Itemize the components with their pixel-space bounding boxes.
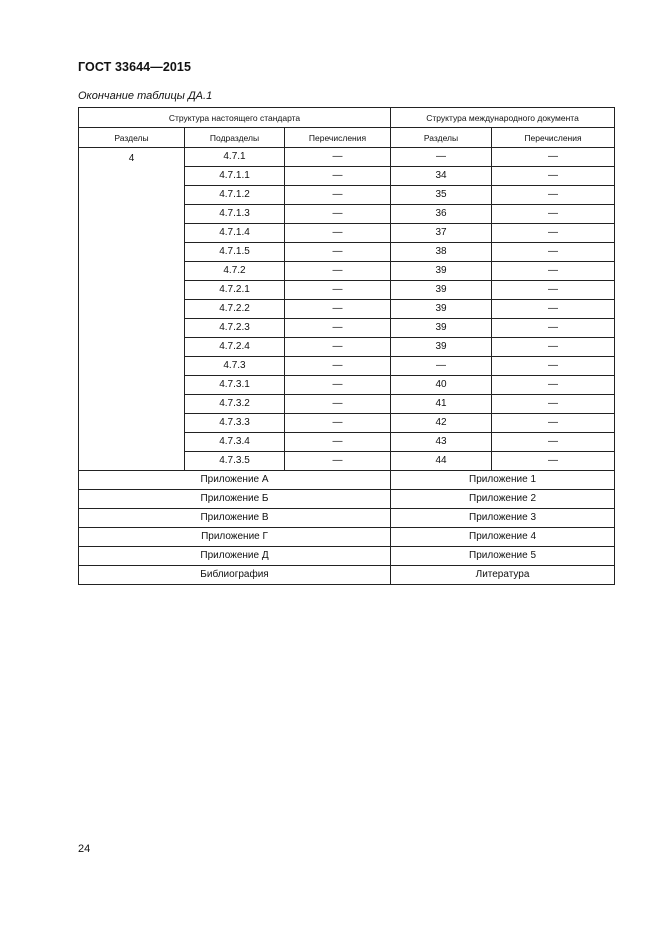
enumeration-cell: — [285,357,391,376]
subsection-cell: 4.7.2.4 [185,338,285,357]
header-this-standard: Структура настоящего стандарта [79,108,391,128]
int-section-cell: — [391,148,492,167]
enumeration-cell: — [285,205,391,224]
page-number: 24 [78,843,91,855]
appendix-row [79,566,615,585]
appendix-left-cell: Приложение А [79,471,391,490]
int-section-cell: 41 [391,395,492,414]
int-enumeration-cell: — [492,414,615,433]
enumeration-cell: — [285,319,391,338]
appendix-row [79,490,615,509]
subsection-cell: 4.7.1.3 [185,205,285,224]
int-section-cell: — [391,357,492,376]
subsection-cell: 4.7.3 [185,357,285,376]
int-enumeration-cell: — [492,338,615,357]
enumeration-cell: — [285,224,391,243]
int-section-cell: 35 [391,186,492,205]
int-section-cell: 38 [391,243,492,262]
enumeration-cell: — [285,167,391,186]
int-enumeration-cell: — [492,262,615,281]
appendix-left-cell: Приложение Г [79,528,391,547]
appendix-right-cell: Приложение 5 [391,547,615,566]
int-section-cell: 40 [391,376,492,395]
standard-designation: ГОСТ 33644—2015 [78,60,192,74]
subsection-cell: 4.7.2 [185,262,285,281]
enumeration-cell: — [285,300,391,319]
int-enumeration-cell: — [492,281,615,300]
int-section-cell: 36 [391,205,492,224]
appendix-left-cell: Приложение В [79,509,391,528]
appendix-right-cell: Приложение 1 [391,471,615,490]
int-section-cell: 39 [391,262,492,281]
enumeration-cell: — [285,376,391,395]
int-enumeration-cell: — [492,452,615,471]
int-section-cell: 39 [391,338,492,357]
subsection-cell: 4.7.1 [185,148,285,167]
appendix-right-cell: Приложение 4 [391,528,615,547]
int-enumeration-cell: — [492,167,615,186]
header-subsections: Подразделы [185,128,285,148]
enumeration-cell: — [285,281,391,300]
enumeration-cell: — [285,338,391,357]
appendix-row [79,509,615,528]
int-enumeration-cell: — [492,395,615,414]
appendix-right-cell: Приложение 3 [391,509,615,528]
subsection-cell: 4.7.2.1 [185,281,285,300]
table-row [79,148,615,167]
int-enumeration-cell: — [492,224,615,243]
subsection-cell: 4.7.3.3 [185,414,285,433]
enumeration-cell: — [285,243,391,262]
int-enumeration-cell: — [492,357,615,376]
int-enumeration-cell: — [492,319,615,338]
appendix-row [79,528,615,547]
correspondence-table [78,107,615,585]
int-section-cell: 34 [391,167,492,186]
header-row-1 [79,108,615,128]
header-international-document: Структура международного документа [391,108,615,128]
appendix-left-cell: Приложение Д [79,547,391,566]
header-row-2 [79,128,615,148]
enumeration-cell: — [285,148,391,167]
int-section-cell: 39 [391,281,492,300]
enumeration-cell: — [285,452,391,471]
subsection-cell: 4.7.3.1 [185,376,285,395]
int-enumeration-cell: — [492,243,615,262]
int-section-cell: 39 [391,300,492,319]
enumeration-cell: — [285,262,391,281]
subsection-cell: 4.7.2.3 [185,319,285,338]
header-int-sections: Разделы [391,128,492,148]
int-enumeration-cell: — [492,433,615,452]
subsection-cell: 4.7.1.4 [185,224,285,243]
int-enumeration-cell: — [492,300,615,319]
subsection-cell: 4.7.3.2 [185,395,285,414]
appendix-row [79,471,615,490]
enumeration-cell: — [285,395,391,414]
subsection-cell: 4.7.3.5 [185,452,285,471]
header-int-enumerations: Перечисления [492,128,615,148]
subsection-cell: 4.7.1.1 [185,167,285,186]
subsection-cell: 4.7.1.2 [185,186,285,205]
header-enumerations: Перечисления [285,128,391,148]
table-caption: Окончание таблицы ДА.1 [78,90,213,102]
enumeration-cell: — [285,414,391,433]
enumeration-cell: — [285,186,391,205]
int-section-cell: 39 [391,319,492,338]
section-cell: 4 [79,148,185,471]
subsection-cell: 4.7.3.4 [185,433,285,452]
subsection-cell: 4.7.2.2 [185,300,285,319]
int-section-cell: 42 [391,414,492,433]
int-section-cell: 43 [391,433,492,452]
appendix-right-cell: Литература [391,566,615,585]
int-section-cell: 37 [391,224,492,243]
header-sections: Разделы [79,128,185,148]
appendix-right-cell: Приложение 2 [391,490,615,509]
appendix-left-cell: Приложение Б [79,490,391,509]
subsection-cell: 4.7.1.5 [185,243,285,262]
enumeration-cell: — [285,433,391,452]
int-enumeration-cell: — [492,148,615,167]
appendix-row [79,547,615,566]
appendix-left-cell: Библиография [79,566,391,585]
int-enumeration-cell: — [492,376,615,395]
int-enumeration-cell: — [492,205,615,224]
int-section-cell: 44 [391,452,492,471]
int-enumeration-cell: — [492,186,615,205]
